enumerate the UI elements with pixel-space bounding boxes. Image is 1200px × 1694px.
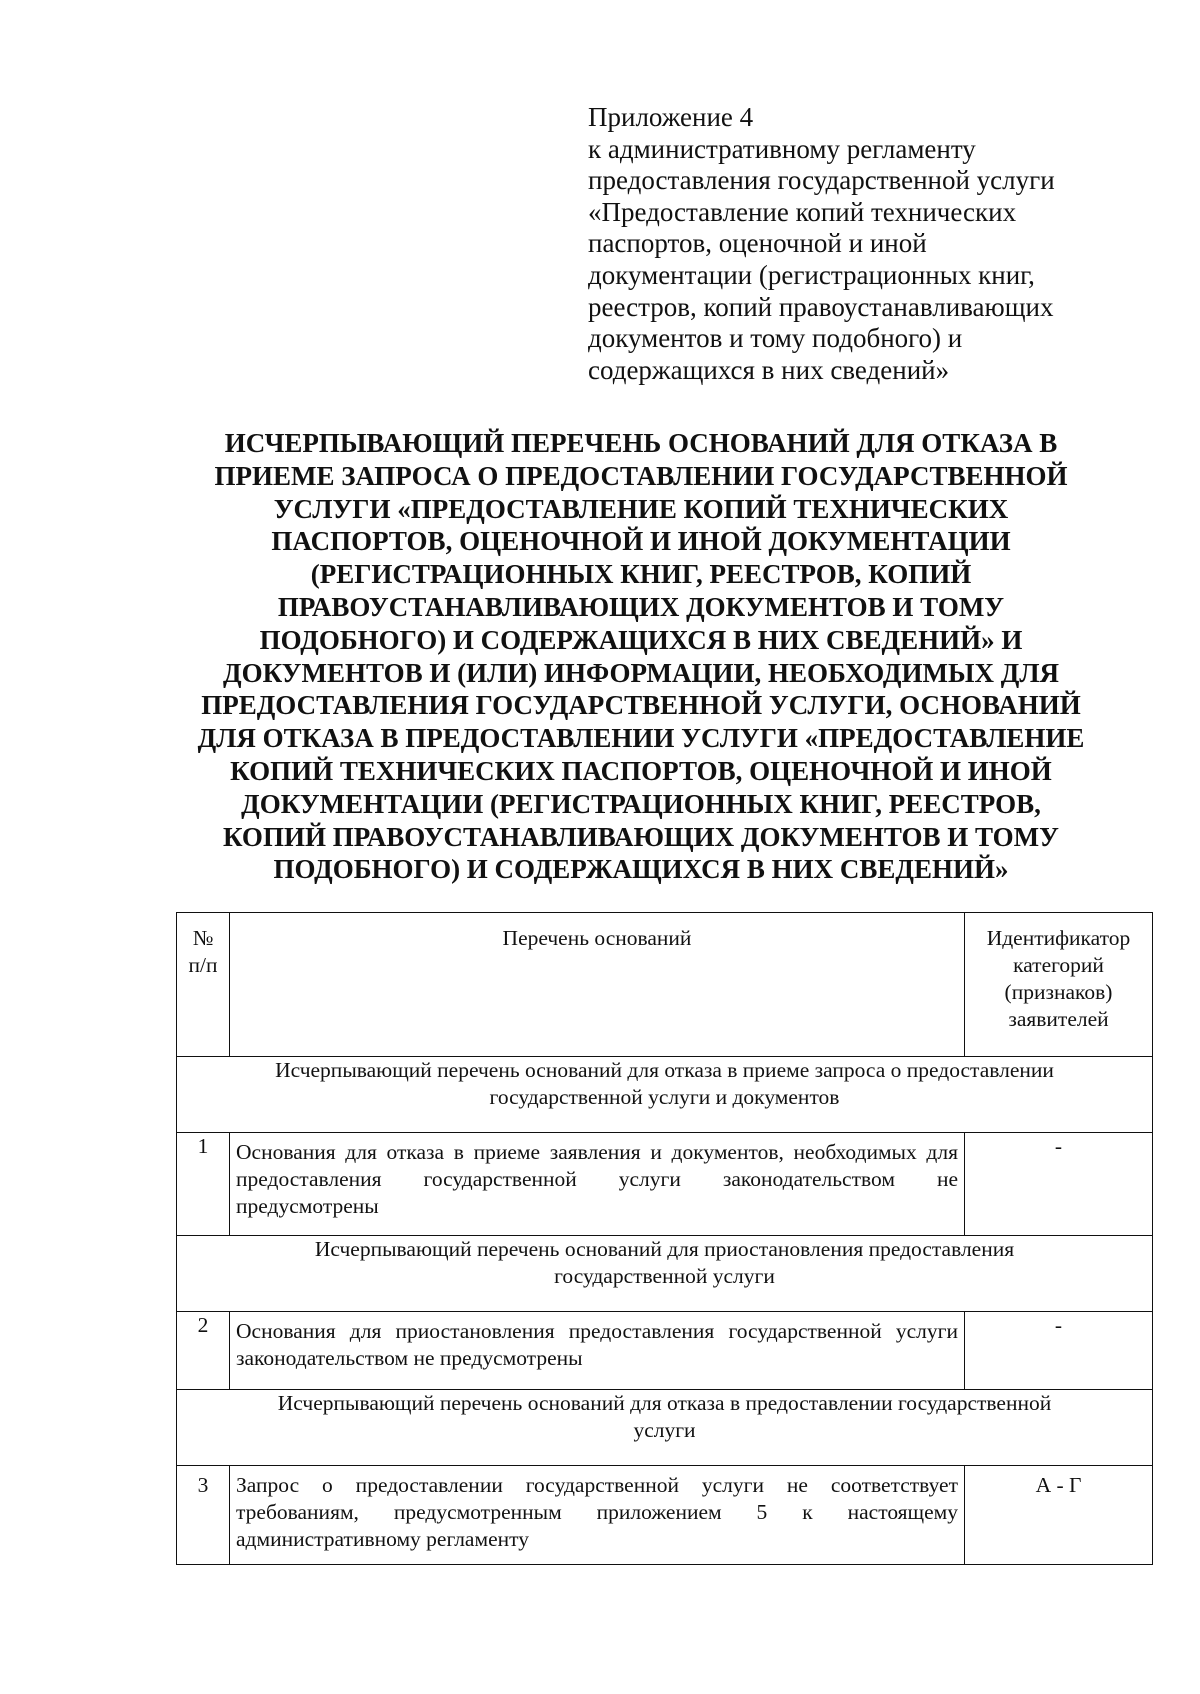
header-identifier-line: (признаков): [1004, 980, 1113, 1004]
title-line: ДЛЯ ОТКАЗА В ПРЕДОСТАВЛЕНИИ УСЛУГИ «ПРЕДОСТАВЛЕНИЕ: [197, 723, 1085, 754]
appendix-line: реестров, копий правоустанавливающих: [588, 291, 1054, 322]
section-heading-line: Исчерпывающий перечень оснований для приостановления предоставления: [314, 1237, 1015, 1261]
title-line: ДОКУМЕНТОВ И (ИЛИ) ИНФОРМАЦИИ, НЕОБХОДИМЫХ ДЛЯ: [223, 657, 1059, 688]
title-line: ИСЧЕРПЫВАЮЩИЙ ПЕРЕЧЕНЬ ОСНОВАНИЙ ДЛЯ ОТКАЗА В: [224, 428, 1058, 458]
header-identifier-line: категорий: [1013, 953, 1104, 977]
header-reasons: Перечень оснований: [230, 913, 965, 1057]
table-header-row: [177, 913, 1153, 1057]
header-number: [177, 913, 230, 1057]
row-identifier: -: [965, 1133, 1153, 1236]
header-identifier-line: Идентификатор: [986, 926, 1131, 950]
row-number: 1: [177, 1133, 230, 1236]
title-line: ПОДОБНОГО) И СОДЕРЖАЩИХСЯ В НИХ СВЕДЕНИЙ» И: [259, 624, 1023, 655]
appendix-line: содержащихся в них сведений»: [588, 354, 950, 385]
reasons-table: [176, 912, 1153, 1565]
section-heading: [177, 1390, 1153, 1466]
header-number-abbr: п/п: [188, 953, 218, 977]
section-heading: [177, 1236, 1153, 1312]
title-line: КОПИЙ ПРАВОУСТАНАВЛИВАЮЩИХ ДОКУМЕНТОВ И ТОМУ: [223, 821, 1059, 852]
section-heading-line: государственной услуги: [554, 1264, 775, 1288]
table-row: [177, 1133, 1153, 1236]
row-reason-text: Основания для приостановления предоставления государственной услуги законодательством не предусмотрены: [230, 1312, 965, 1390]
document-title: [160, 427, 1122, 886]
table-row: [177, 1312, 1153, 1390]
appendix-line: к административному регламенту: [588, 133, 976, 164]
title-line: КОПИЙ ТЕХНИЧЕСКИХ ПАСПОРТОВ, ОЦЕНОЧНОЙ И ИНОЙ: [230, 755, 1052, 786]
row-reason-text: Основания для отказа в приеме заявления и документов, необходимых для предоставления государственной услуги законодательством не предусмотрены: [230, 1133, 965, 1236]
title-line: ДОКУМЕНТАЦИИ (РЕГИСТРАЦИОННЫХ КНИГ, РЕЕСТРОВ,: [241, 788, 1041, 819]
section-heading-row: [177, 1057, 1153, 1133]
title-line: ПРИЕМЕ ЗАПРОСА О ПРЕДОСТАВЛЕНИИ ГОСУДАРСТВЕННОЙ: [214, 460, 1068, 491]
section-heading-line: Исчерпывающий перечень оснований для отказа в приеме запроса о предоставлении: [275, 1058, 1054, 1082]
header-identifier-line: заявителей: [1008, 1007, 1109, 1031]
appendix-line: документации (регистрационных книг,: [588, 259, 1035, 290]
title-line: ПРЕДОСТАВЛЕНИЯ ГОСУДАРСТВЕННОЙ УСЛУГИ, ОСНОВАНИЙ: [201, 690, 1081, 721]
table-row: [177, 1466, 1153, 1565]
row-number: 3: [177, 1466, 230, 1565]
row-reason-text: Запрос о предоставлении государственной услуги не соответствует требованиям, предусмотренным приложением 5 к настоящему административному регламенту: [230, 1466, 965, 1565]
section-heading-line: Исчерпывающий перечень оснований для отказа в предоставлении государственной: [277, 1391, 1052, 1415]
appendix-line: Приложение 4: [588, 102, 754, 132]
section-heading-line: услуги: [633, 1418, 696, 1442]
title-line: УСЛУГИ «ПРЕДОСТАВЛЕНИЕ КОПИЙ ТЕХНИЧЕСКИХ: [273, 493, 1009, 524]
appendix-line: предоставления государственной услуги: [588, 165, 1055, 196]
section-heading-row: [177, 1390, 1153, 1466]
header-number-symbol: №: [192, 926, 214, 950]
row-identifier: -: [965, 1312, 1153, 1390]
title-line: ПРАВОУСТАНАВЛИВАЮЩИХ ДОКУМЕНТОВ И ТОМУ: [277, 591, 1005, 622]
section-heading-line: государственной услуги и документов: [489, 1085, 840, 1109]
title-line: ПАСПОРТОВ, ОЦЕНОЧНОЙ И ИНОЙ ДОКУМЕНТАЦИИ: [271, 526, 1011, 557]
appendix-header: [588, 102, 1108, 386]
section-heading-row: [177, 1236, 1153, 1312]
title-line: (РЕГИСТРАЦИОННЫХ КНИГ, РЕЕСТРОВ, КОПИЙ: [310, 559, 972, 590]
appendix-line: «Предоставление копий технических: [588, 196, 1017, 227]
row-identifier: А - Г: [965, 1466, 1153, 1565]
row-number: 2: [177, 1312, 230, 1390]
header-identifier: [965, 913, 1153, 1057]
section-heading: [177, 1057, 1153, 1133]
appendix-line: документов и тому подобного) и: [588, 323, 963, 354]
title-line: ПОДОБНОГО) И СОДЕРЖАЩИХСЯ В НИХ СВЕДЕНИЙ»: [273, 854, 1009, 885]
appendix-line: паспортов, оценочной и иной: [588, 228, 927, 259]
